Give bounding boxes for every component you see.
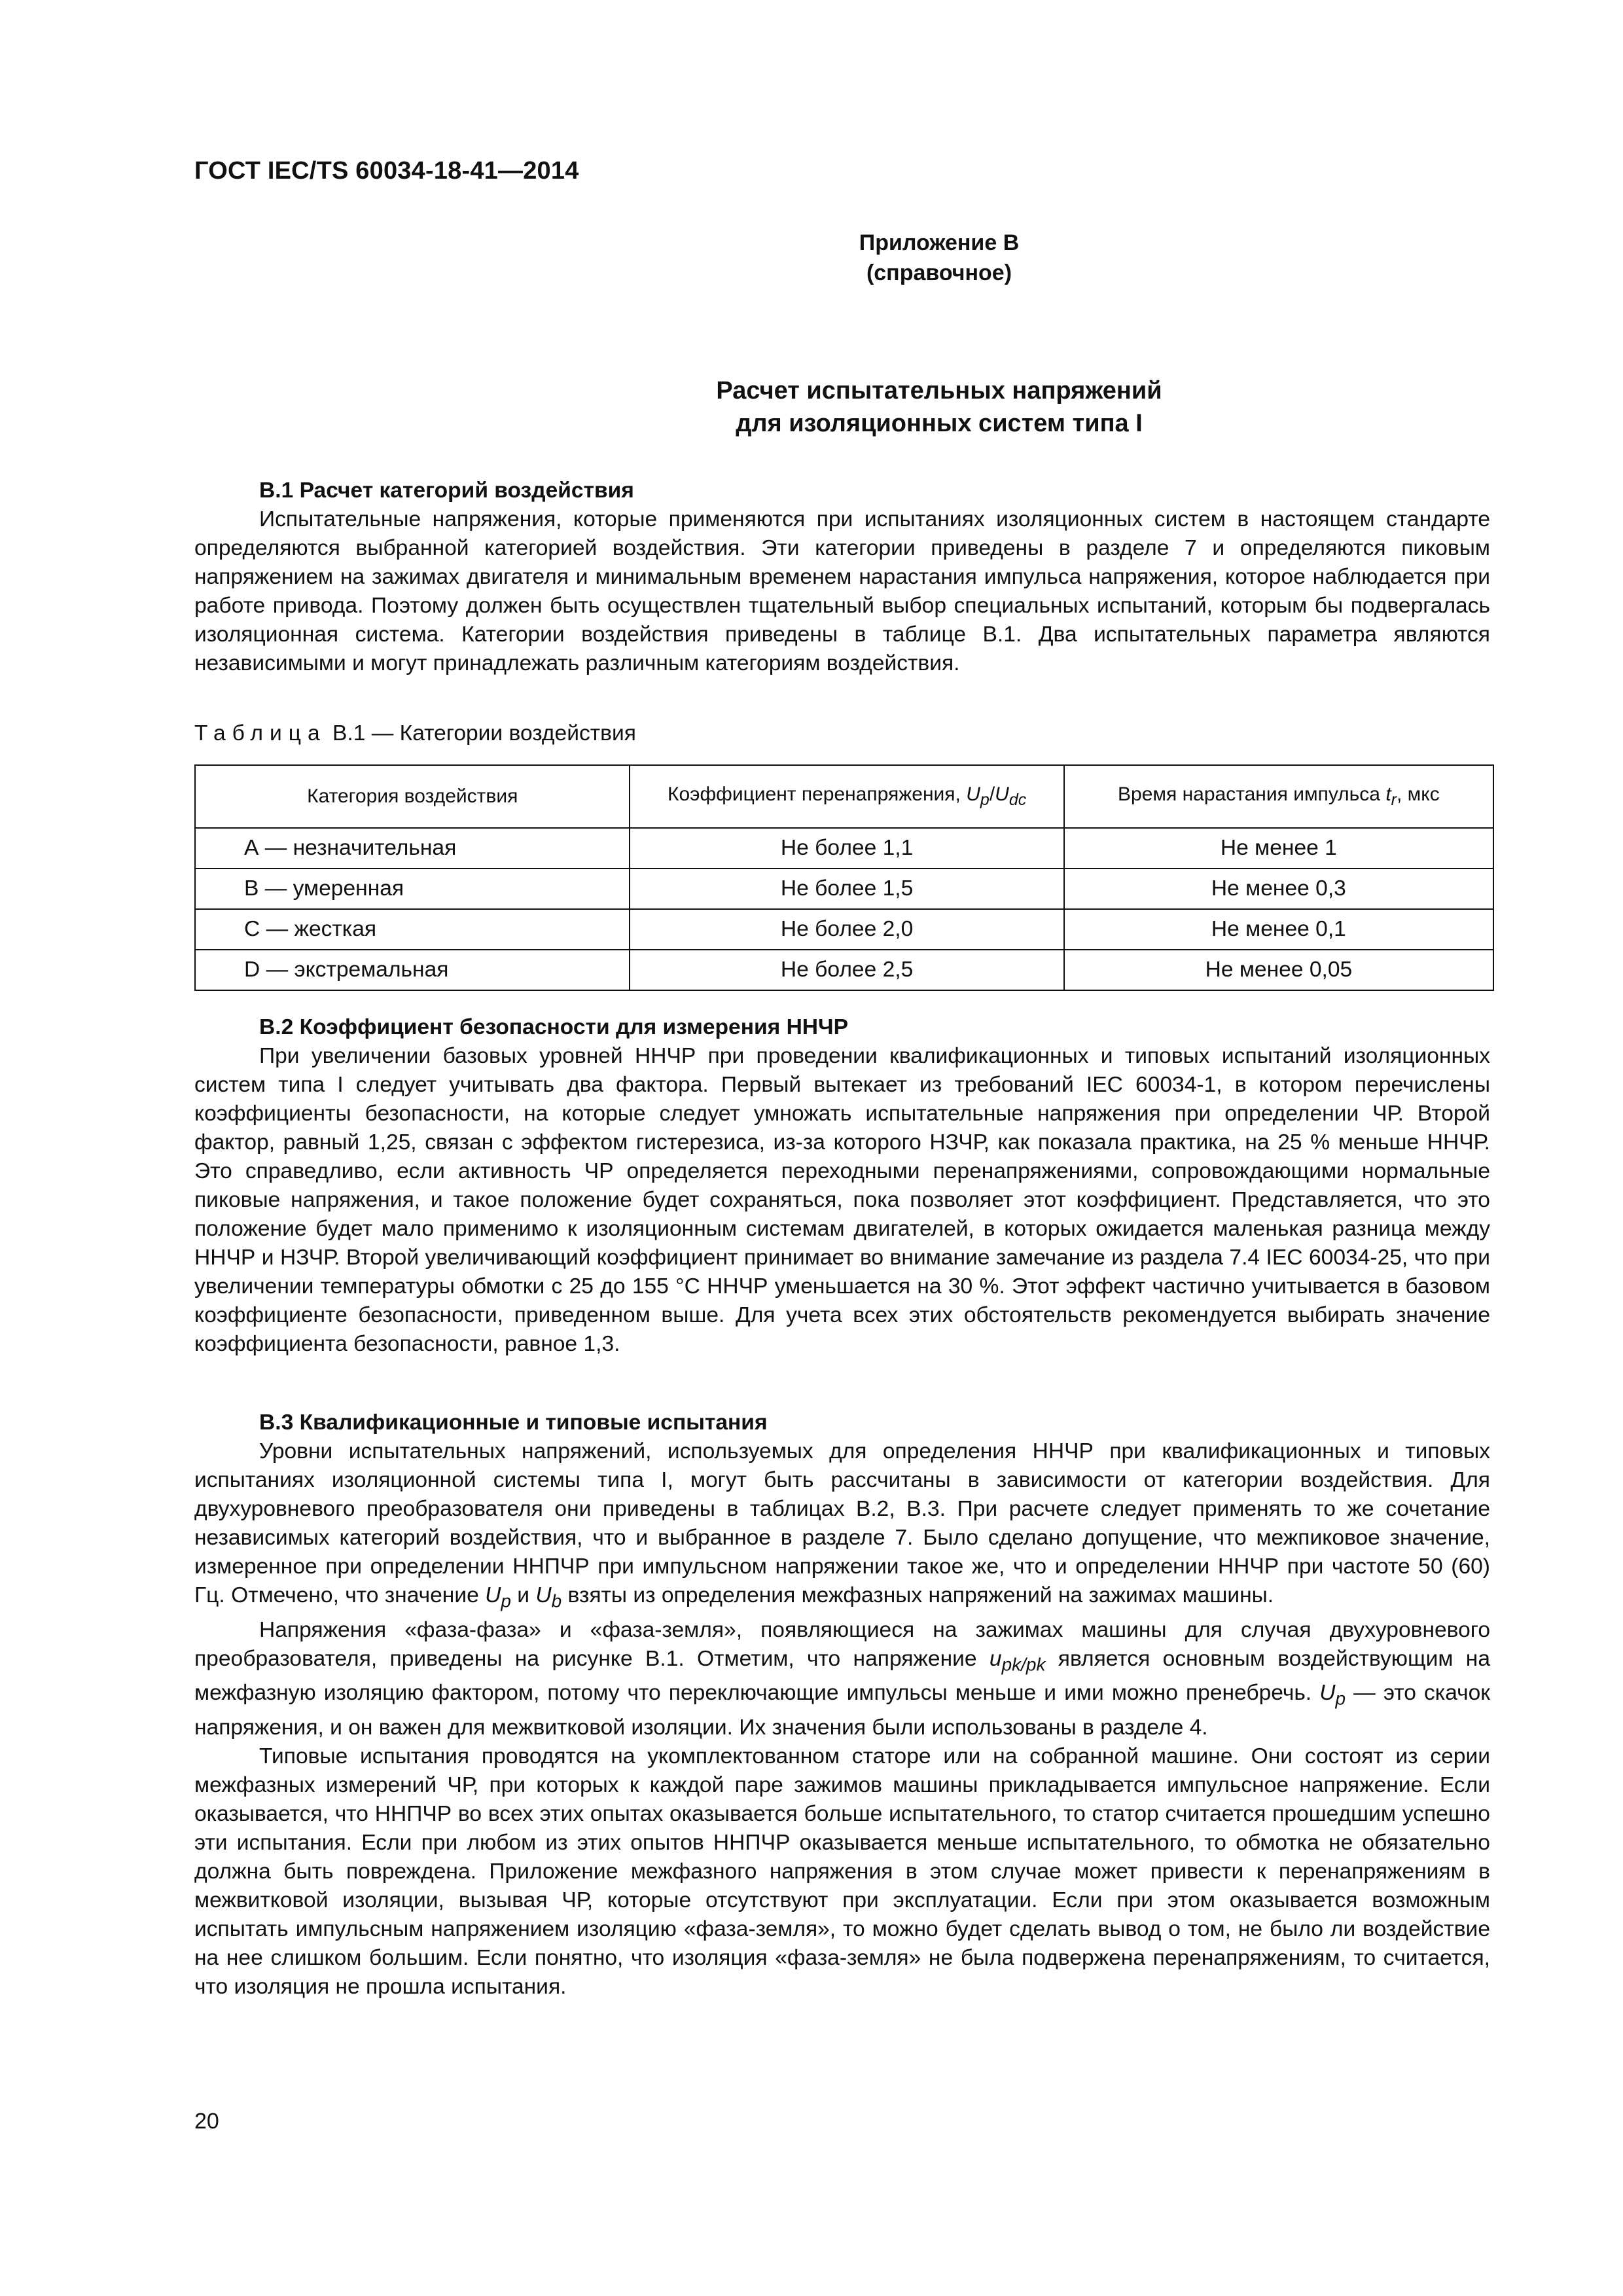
b3-p1-text-a: Уровни испытательных напряжений, используемых для определения ННЧР при квалификационных и типовых испытаниях изоляционной системы типа I, могут быть рассчитаны в зависимости от категории воздействия. Для двухуровневого преобразователя они приведены в таблицах В.2, В.3. При расчете следует применять то же сочетание независимых категорий воздействия, что и выбранное в разделе 7. Было сделано допущение, что межпиковое значение, измеренное при определении ННПЧР при импульсном напряжении такое же, что и определении ННЧР при частоте 50 (60) Гц. Отмечено, что значение [194,1439,1490,1607]
document-code: ГОСТ IEC/TS 60034-18-41—2014 [194,157,579,185]
table-row [195,909,1493,950]
cell-overvoltage: Не более 2,0 [630,909,1063,950]
section-b2-paragraph: При увеличении базовых уровней ННЧР при проведении квалификационных и типовых испытаний изоляционных систем типа I следует учитывать два фактора. Первый вытекает из требований IEC 60034-1, в котором перечислены коэффициенты безопасности, на которые следует умножать испытательные напряжения при определении ЧР. Второй фактор, равный 1,25, связан с эффектом гистерезиса, из-за которого НЗЧР, как показала практика, на 25 % меньше ННЧР. Это справедливо, если активность ЧР определяется переходными перенапряжениями, сопровождающими нормальные пиковые напряжения, и такое положение будет сохраняться, пока позволяет этот коэффициент. Представляется, что это положение будет мало применимо к изоляционным системам двигателей, в которых ожидается маленькая разница между ННЧР и НЗЧР. Второй увеличивающий коэффициент принимает во внимание замечание из раздела 7.4 IEC 60034-25, что при увеличении температуры обмотки с 25 до 155 °С ННЧР уменьшается на 30 %. Этот эффект частично учитывается в базовом коэффициенте безопасности, приведенном выше. Для учета всех этих обстоятельств рекомендуется выбирать значение коэффициента безопасности, равное 1,3. [194,1044,1490,1356]
page-number: 20 [194,2109,219,2134]
cell-rise-time: Не менее 0,05 [1064,950,1493,990]
cell-overvoltage: Не более 1,5 [630,869,1063,909]
annex-label: Приложение В [859,230,1020,255]
cell-rise-time: Не менее 0,1 [1064,909,1493,950]
annex-title-line2: для изоляционных систем типа I [736,410,1143,437]
cell-rise-time: Не менее 0,3 [1064,869,1493,909]
cell-overvoltage: Не более 1,1 [630,828,1063,869]
header-overvoltage-prefix: Коэффициент перенапряжения, [667,783,967,805]
table-caption [194,721,636,746]
b3-p2-text-b: является основным воздействующим на межфазную изоляцию фактором, потому что переключающие импульсы меньше и ими можно пренебречь. [194,1646,1490,1706]
cell-category: С — жесткая [195,909,630,950]
header-up-symbol: U [966,783,980,805]
b3-p2-upk-sub: pk/pk [1001,1654,1046,1675]
header-rise-suffix: , мкс [1397,783,1440,805]
header-udc-sub: dc [1008,791,1027,809]
cell-overvoltage: Не более 2,5 [630,950,1063,990]
section-b3-paragraph-1 [194,1437,1490,1616]
header-udc-symbol: U [995,783,1009,805]
header-slash: / [989,783,995,805]
b3-p1-ub-sub: b [551,1590,562,1611]
header-rise-time [1064,765,1493,828]
header-rise-prefix: Время нарастания импульса [1118,783,1386,805]
b3-p1-and: и [510,1583,536,1607]
section-b3-heading: В.3 Квалификационные и типовые испытания [259,1410,768,1435]
cell-category: В — умеренная [195,869,630,909]
section-b2-heading: В.2 Коэффициент безопасности для измерения ННЧР [259,1015,849,1039]
section-b1-paragraph: Испытательные напряжения, которые применяются при испытаниях изоляционных систем в настоящем стандарте определяются выбранной категорией воздействия. Эти категории приведены в разделе 7 и определяются пиковым напряжением на зажимах двигателя и минимальным временем нарастания импульса напряжения, которое наблюдается при работе привода. Поэтому должен быть осуществлен тщательный выбор специальных испытаний, которым бы подвергалась изоляционная система. Категории воздействия приведены в таблице В.1. Два испытательных параметра являются независимыми и могут принадлежать различным категориям воздействия. [194,507,1490,675]
b3-p1-ub-symbol: U [535,1583,552,1607]
header-overvoltage [630,765,1063,828]
section-b3-paragraph-2 [194,1616,1490,1742]
b3-p2-upk-symbol: u [989,1646,1002,1671]
table-row [195,869,1493,909]
impact-categories-table [194,764,1494,991]
b3-p2-up-sub: p [1335,1689,1346,1710]
header-category: Категория воздействия [195,765,630,828]
section-b1 [194,476,1490,678]
section-b3 [194,1408,1490,2001]
table-caption-text: В.1 — Категории воздействия [332,721,636,745]
annex-title-line1: Расчет испытательных напряжений [716,377,1162,404]
b3-p1-up-symbol: U [485,1583,501,1607]
section-b1-heading: В.1 Расчет категорий воздействия [259,478,634,503]
cell-category: А — незначительная [195,828,630,869]
table-header-row [195,765,1493,828]
table-caption-label: Таблица [194,721,327,745]
table-row [195,828,1493,869]
section-b2 [194,1013,1490,1359]
b3-p2-up-symbol: U [1319,1681,1336,1706]
section-b3-paragraph-3: Типовые испытания проводятся на укомплектованном статоре или на собранной машине. Они состоят из серии межфазных измерений ЧР, при которых к каждой паре зажимов машины прикладывается импульсное напряжение. Если оказывается, что ННПЧР во всех этих опытах оказывается больше испытательного, то статор считается прошедшим успешно эти испытания. Если при любом из этих опытов ННПЧР оказывается меньше испытательного, то обмотка не обязательно должна быть повреждена. Приложение межфазного напряжения в этом случае может привести к перенапряжениям в межвитковой изоляции, вызывая ЧР, которые отсутствуют при эксплуатации. Если при этом оказывается возможным испытать импульсным напряжением изоляцию «фаза-земля», то можно будет сделать вывод о том, не было ли воздействие на нее слишком большим. Если понятно, что изоляция «фаза-земля» не была подвержена перенапряжениям, то считается, что изоляция не прошла испытания. [194,1744,1490,2000]
annex-kind: (справочное) [866,260,1012,285]
cell-rise-time: Не менее 1 [1064,828,1493,869]
b3-p1-up-sub: p [501,1590,511,1611]
b3-p2-text-c: — это скачок напряжения, и он важен для межвитковой изоляции. Их значения были использованы в разделе 4. [194,1681,1490,1740]
b3-p1-text-b: взяты из определения межфазных напряжений на зажимах машины. [562,1583,1274,1607]
header-up-sub: p [980,791,990,809]
cell-category: D — экстремальная [195,950,630,990]
table-row [195,950,1493,990]
b3-p2-text-a: Напряжения «фаза-фаза» и «фаза-земля», появляющиеся на зажимах машины для случая двухуровневого преобразователя, приведены на рисунке В.1. Отметим, что напряжение [194,1617,1490,1671]
header-t-sub: r [1391,791,1397,809]
header-t-symbol: t [1385,783,1391,805]
